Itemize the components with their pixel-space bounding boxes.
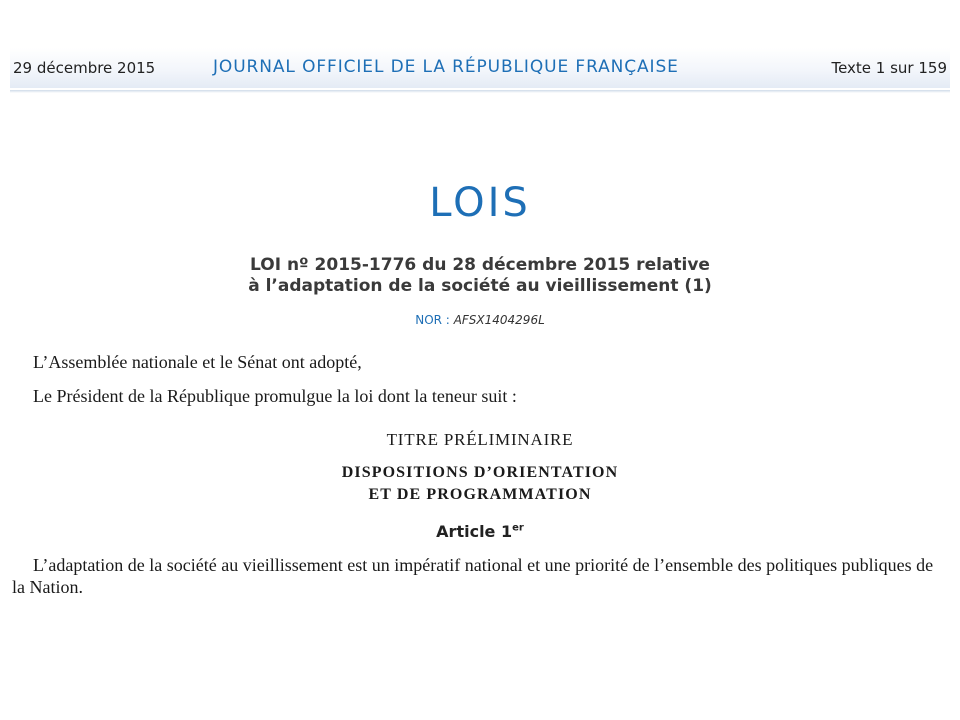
dispositions-line-1: DISPOSITIONS D’ORIENTATION <box>341 464 619 481</box>
article-heading <box>0 522 960 541</box>
titre-heading: TITRE PRÉLIMINAIRE <box>386 430 574 449</box>
page-counter: Texte 1 sur 159 <box>831 59 947 77</box>
preamble-adopted: L’Assemblée nationale et le Sénat ont adopté, <box>33 352 362 372</box>
law-title <box>0 255 960 297</box>
page-header <box>10 48 950 88</box>
publication-title: JOURNAL OFFICIEL DE LA RÉPUBLIQUE FRANÇAISE <box>213 57 679 77</box>
nor-code: AFSX1404296L <box>453 313 545 327</box>
article-superscript: er <box>512 522 524 534</box>
nor-reference <box>0 313 960 327</box>
law-title-line-2: à l’adaptation de la société au vieillissement (1) <box>248 276 712 296</box>
dispositions-line-2: ET DE PROGRAMMATION <box>368 486 592 503</box>
law-title-line-1: LOI nº 2015-1776 du 28 décembre 2015 relative <box>250 255 710 275</box>
dispositions-heading <box>0 462 960 506</box>
header-divider <box>10 90 950 93</box>
header-date: 29 décembre 2015 <box>13 59 156 77</box>
preamble-promulgation: Le Président de la République promulgue la loi dont la teneur suit : <box>33 386 517 406</box>
section-title: LOIS <box>429 180 531 226</box>
article-body <box>12 554 948 598</box>
article-label: Article 1 <box>436 522 513 541</box>
nor-label: NOR : <box>415 313 450 327</box>
article-text: L’adaptation de la société au vieillissement est un impératif national et une priorité de l’ensemble des politiques publiques de la Nation. <box>12 555 934 597</box>
